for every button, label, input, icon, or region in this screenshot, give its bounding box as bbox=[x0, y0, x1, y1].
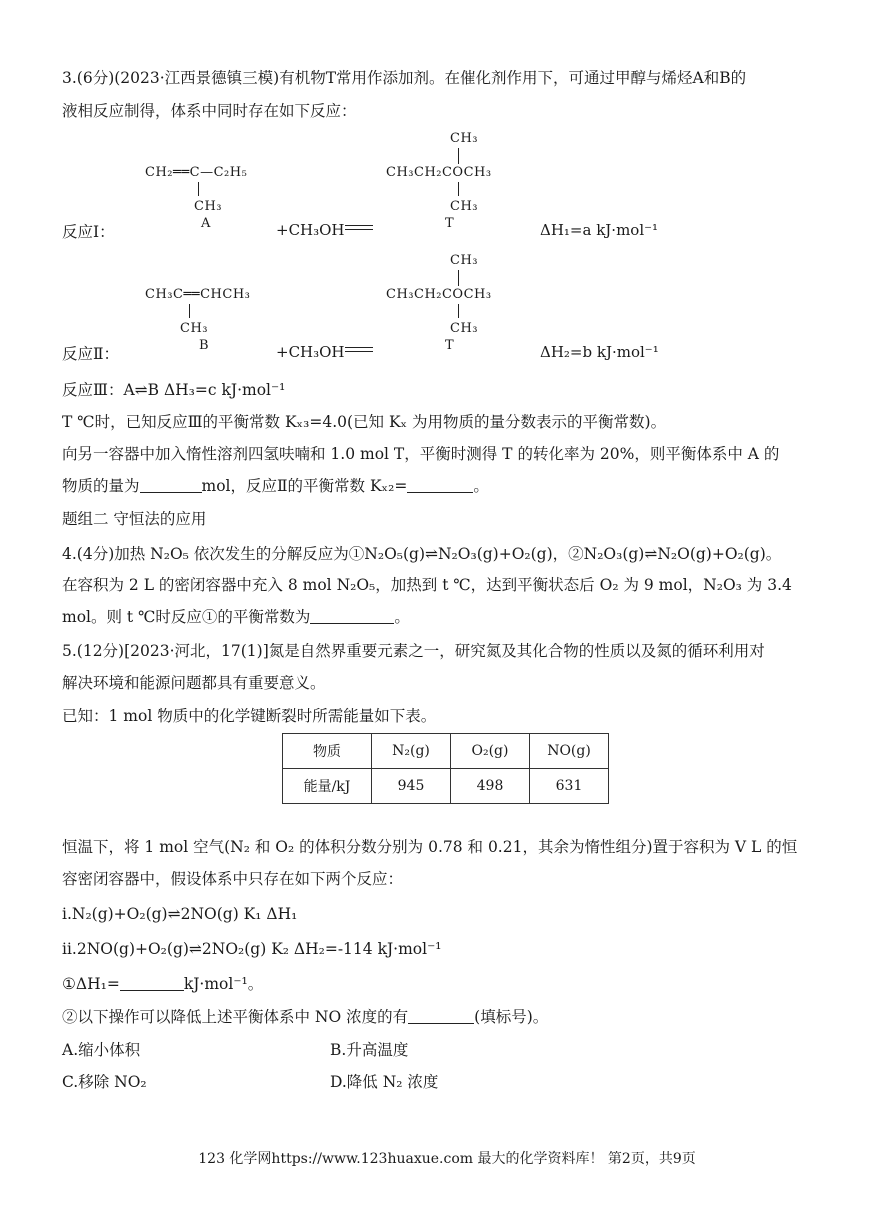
rxn2-methanol: +CH₃OH bbox=[276, 343, 373, 361]
answer-blank[interactable] bbox=[408, 1009, 474, 1024]
t2-bottom-bond bbox=[458, 304, 459, 318]
t1-top-methyl: CH₃ bbox=[450, 131, 478, 146]
table-header-cell: N₂(g) bbox=[372, 734, 451, 769]
q5-line5: 容密闭容器中，假设体系中只存在如下两个反应： bbox=[62, 870, 404, 888]
page-footer: 123 化学网https://www.123huaxue.com 最大的化学资料库！ 第2页，共9页 bbox=[198, 1151, 696, 1167]
table-cell: 能量/kJ bbox=[283, 769, 372, 804]
equilibrium-arrow-icon bbox=[345, 345, 373, 355]
answer-blank[interactable] bbox=[120, 976, 184, 991]
rxn3: 反应Ⅲ：A⇌B ΔH₃=c kJ·mol⁻¹ bbox=[62, 381, 286, 399]
table-cell: 945 bbox=[372, 769, 451, 804]
alkene-b-bond bbox=[189, 304, 190, 318]
option-a: A.缩小体积 bbox=[62, 1041, 141, 1059]
alkene-b-top: CH₃C══CHCH₃ bbox=[145, 287, 251, 302]
table-header-cell: O₂(g) bbox=[451, 734, 530, 769]
answer-blank[interactable] bbox=[140, 478, 202, 493]
q5-line1: 5.(12分)[2023·河北，17(1)]氮是自然界重要元素之一，研究氮及其化合物的性质以及氮的循环利用对 bbox=[62, 642, 765, 660]
alkene-b-methyl: CH₃ bbox=[180, 321, 208, 336]
option-d: D.降低 N₂ 浓度 bbox=[330, 1073, 439, 1091]
option-c: C.移除 NO₂ bbox=[62, 1073, 147, 1091]
bond-energy-table bbox=[282, 733, 609, 804]
q3-temperature-line: T ℃时，已知反应Ⅲ的平衡常数 Kₓ₃=4.0(已知 Kₓ 为用物质的量分数表示的平衡常数)。 bbox=[62, 413, 667, 431]
t1-name: T bbox=[445, 216, 455, 231]
option-b: B.升高温度 bbox=[330, 1041, 409, 1059]
t2-main-chain: CH₃CH₂COCH₃ bbox=[386, 287, 492, 302]
q5-sub1: ①ΔH₁= kJ·mol⁻¹。 bbox=[62, 975, 264, 993]
t1-bottom-methyl: CH₃ bbox=[450, 199, 478, 214]
equilibrium-arrow-icon bbox=[345, 223, 373, 233]
alkene-b-name: B bbox=[199, 338, 210, 353]
q5-sub2: ②以下操作可以降低上述平衡体系中 NO 浓度的有 (填标号)。 bbox=[62, 1008, 549, 1026]
table-cell: 498 bbox=[451, 769, 530, 804]
q3-line2: 液相反应制得，体系中同时存在如下反应： bbox=[62, 102, 357, 120]
q4-line3: mol。则 t ℃时反应①的平衡常数为 。 bbox=[62, 608, 410, 626]
t2-top-bond bbox=[458, 270, 459, 286]
alkene-a-name: A bbox=[201, 216, 211, 231]
table-header-row bbox=[283, 734, 609, 769]
table-row bbox=[283, 769, 609, 804]
table-header-cell: 物质 bbox=[283, 734, 372, 769]
alkene-a-bond bbox=[198, 182, 199, 196]
rxn2-label: 反应Ⅱ： bbox=[62, 345, 120, 363]
q5-reaction-ii: ⅱ.2NO(g)+O₂(g)⇌2NO₂(g) K₂ ΔH₂=-114 kJ·mol⁻¹ bbox=[62, 940, 442, 958]
q5-line3: 已知：1 mol 物质中的化学键断裂时所需能量如下表。 bbox=[62, 707, 437, 725]
answer-blank[interactable] bbox=[310, 609, 394, 624]
t1-main-chain: CH₃CH₂COCH₃ bbox=[386, 165, 492, 180]
answer-blank[interactable] bbox=[407, 478, 473, 493]
q3-add-line: 向另一容器中加入惰性溶剂四氢呋喃和 1.0 mol T，平衡时测得 T 的转化率为 20%，则平衡体系中 A 的 bbox=[62, 445, 780, 463]
group-heading: 题组二 守恒法的应用 bbox=[62, 510, 207, 528]
q4-line2: 在容积为 2 L 的密闭容器中充入 8 mol N₂O₅，加热到 t ℃，达到平衡状态后 O₂ 为 9 mol，N₂O₃ 为 3.4 bbox=[62, 576, 792, 594]
t2-name: T bbox=[445, 338, 455, 353]
q4-line1: 4.(4分)加热 N₂O₅ 依次发生的分解反应为①N₂O₅(g)⇌N₂O₃(g)+O₂(g)，②N₂O₃(g)⇌N₂O(g)+O₂(g)。 bbox=[62, 545, 782, 563]
alkene-a-top: CH₂══C—C₂H₅ bbox=[145, 165, 248, 180]
q5-line4: 恒温下，将 1 mol 空气(N₂ 和 O₂ 的体积分数分别为 0.78 和 0.21，其余为惰性组分)置于容积为 V L 的恒 bbox=[62, 838, 798, 856]
rxn1-label: 反应Ⅰ： bbox=[62, 223, 115, 241]
rxn1-methanol: +CH₃OH bbox=[276, 221, 373, 239]
q5-line2: 解决环境和能源问题都具有重要意义。 bbox=[62, 674, 326, 692]
t2-bottom-methyl: CH₃ bbox=[450, 321, 478, 336]
rxn1-enthalpy: ΔH₁=a kJ·mol⁻¹ bbox=[540, 221, 659, 239]
table-cell: 631 bbox=[530, 769, 609, 804]
q5-reaction-i: ⅰ.N₂(g)+O₂(g)⇌2NO(g) K₁ ΔH₁ bbox=[62, 905, 298, 923]
alkene-a-methyl: CH₃ bbox=[194, 199, 222, 214]
rxn2-enthalpy: ΔH₂=b kJ·mol⁻¹ bbox=[540, 343, 659, 361]
q3-line1: 3.(6分)(2023·江西景德镇三模)有机物T常用作添加剂。在催化剂作用下，可通过甲醇与烯烃A和B的 bbox=[62, 69, 747, 87]
q3-ask-line: 物质的量为 mol，反应Ⅱ的平衡常数 Kₓ₂= 。 bbox=[62, 477, 489, 495]
t2-top-methyl: CH₃ bbox=[450, 253, 478, 268]
t1-bottom-bond bbox=[458, 182, 459, 196]
table-header-cell: NO(g) bbox=[530, 734, 609, 769]
t1-top-bond bbox=[458, 148, 459, 164]
